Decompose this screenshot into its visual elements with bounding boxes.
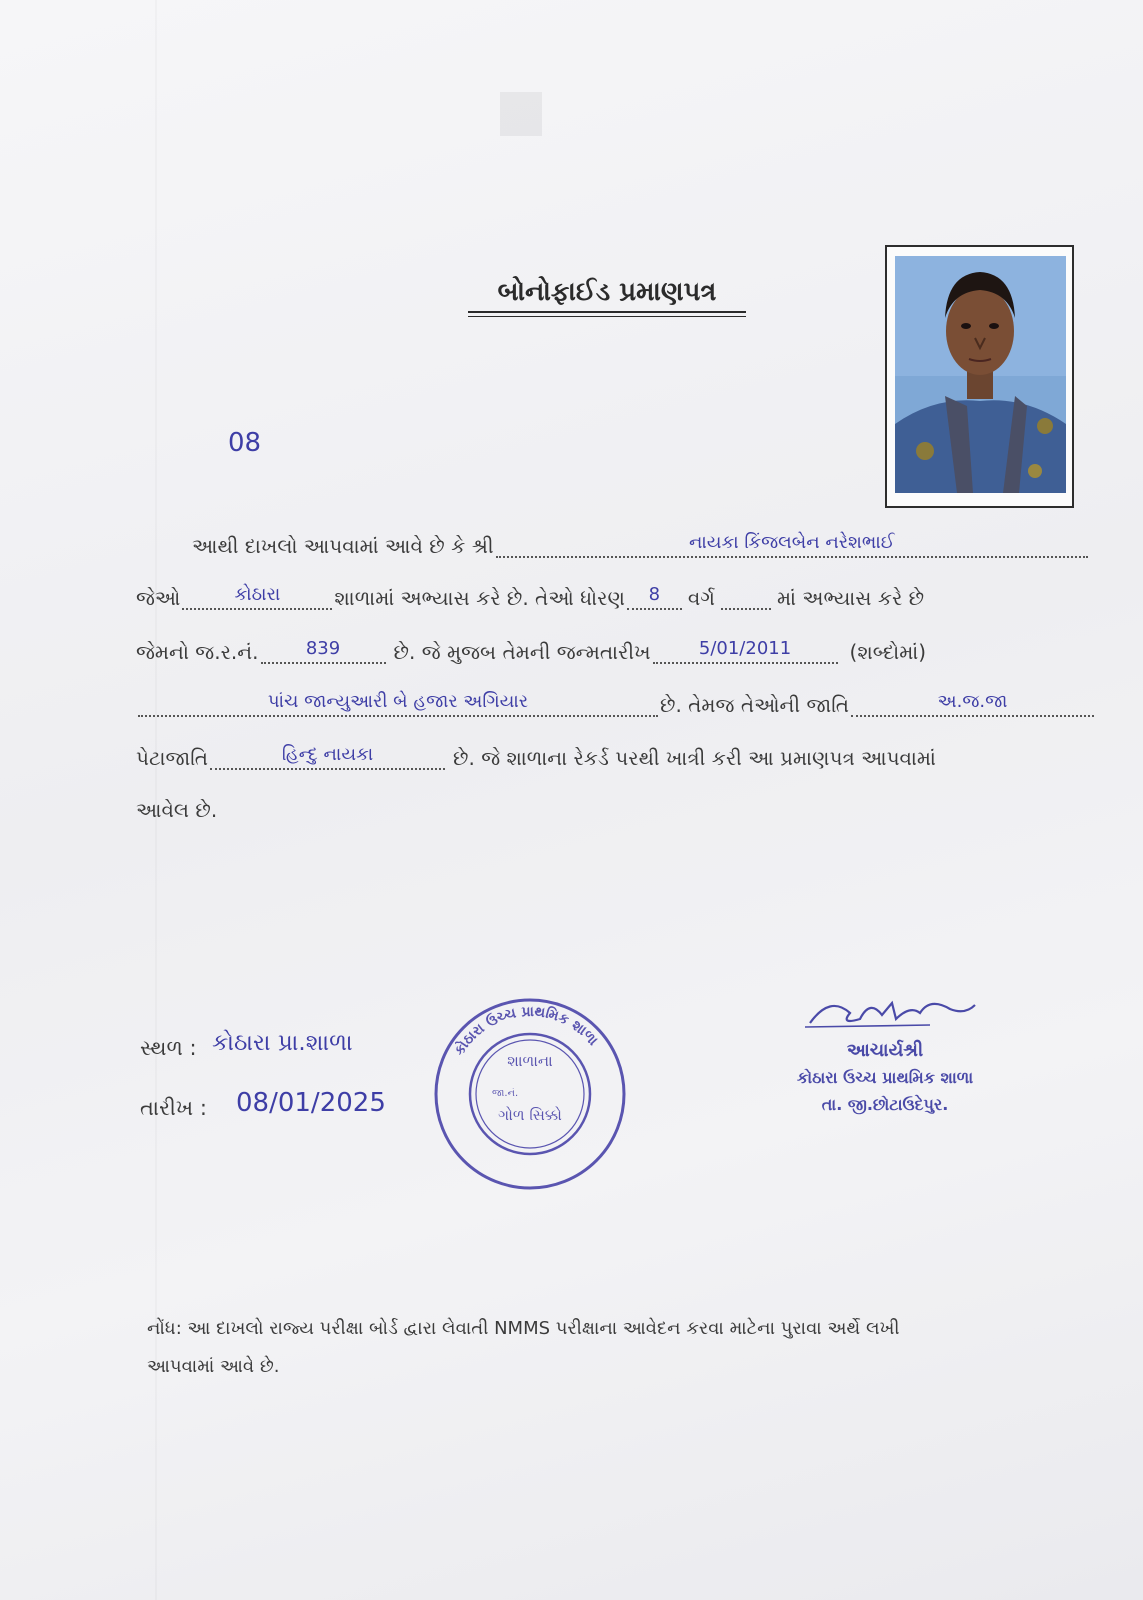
note-line-2: આપવામાં આવે છે. [147, 1356, 280, 1377]
line2-prefix: જેઓ [136, 586, 181, 610]
title-underline-2 [468, 316, 746, 317]
line3-prefix: જેમનો જ.ર.નં. [136, 640, 259, 664]
body-line-2 [136, 570, 1096, 610]
date-label: તારીખ : [140, 1096, 207, 1120]
stamp-outer-text: કોઠારા ઉચ્ચ પ્રાથમિક શાળા [451, 1003, 601, 1059]
student-photo [885, 245, 1074, 508]
stamp-inner-bottom: ગોળ સિક્કો [498, 1106, 562, 1124]
line3-suffix: (શબ્દોમાં) [849, 640, 927, 664]
line2-varg: વર્ગ [687, 586, 715, 610]
line5-suffix: છે. જે શાળાના રેકર્ડ પરથી ખાત્રી કરી આ પ્રમાણપત્ર આપવામાં [453, 746, 936, 770]
note-line-1: નોંધ: આ દાખલો રાજ્ય પરીક્ષા બોર્ડ દ્વારા લેવાતી NMMS પરીક્ષાના આવેદન કરવા માટેના પુરાવા અર્થે લખી [147, 1318, 900, 1339]
principal-district: તા. જી.છોટાઉદેપુર. [821, 1095, 949, 1114]
body-line-1 [192, 518, 1090, 558]
subcaste-field: હિન્દુ નાયકા [210, 742, 445, 770]
principal-signature [800, 985, 980, 1035]
stamp-inner-top: શાળાના [507, 1052, 553, 1070]
line6-text: આવેલ છે. [136, 798, 218, 822]
line4-mid: છે. તેમજ તેઓની જાતિ [660, 693, 850, 717]
body-line-6 [136, 782, 1096, 822]
student-name-field: નાયકા કિંજલબેન નરેશભાઈ [496, 530, 1088, 558]
school-round-stamp [432, 996, 628, 1192]
line2-suffix: માં અભ્યાસ કરે છે [776, 586, 925, 610]
principal-school: કોઠારા ઉચ્ચ પ્રાથમિક શાળા [796, 1068, 974, 1087]
line2-mid: શાળામાં અભ્યાસ કરે છે. તેઓ ધોરણ [334, 586, 625, 610]
line1-prefix: આથી દાખલો આપવામાં આવે છે કે શ્રી [192, 534, 494, 558]
serial-number: 08 [228, 428, 262, 458]
stamp-inner-mid: જા.નં. [492, 1088, 519, 1099]
paper-smudge [500, 92, 542, 136]
birth-date-field: 5/01/2011 [653, 636, 838, 664]
standard-field: 8 [627, 582, 682, 610]
birth-date-words-field: પાંચ જાન્યુઆરી બે હજાર અગિયાર [138, 689, 658, 717]
caste-field: અ.જ.જા [851, 689, 1094, 717]
body-line-4 [136, 677, 1096, 717]
line5-prefix: પેટાજાતિ [136, 746, 209, 770]
division-field [721, 582, 771, 610]
place-value: કોઠારા પ્રા.શાળા [212, 1030, 353, 1056]
principal-title: આચાર્યશ્રી [846, 1040, 924, 1061]
body-line-3 [136, 624, 1096, 664]
student-photo-image [895, 256, 1066, 493]
register-number-field: 839 [261, 636, 386, 664]
place-label: સ્થળ : [140, 1036, 197, 1060]
document-title: બોનોફાઈડ પ્રમાણપત્ર [497, 277, 717, 307]
principal-signature-block [760, 985, 1010, 1125]
date-value: 08/01/2025 [236, 1088, 386, 1118]
body-line-5 [136, 730, 1096, 770]
school-name-field: કોઠારા [182, 582, 332, 610]
title-underline [468, 311, 746, 313]
line3-mid: છે. જે મુજબ તેમની જન્મતારીખ [393, 640, 651, 664]
